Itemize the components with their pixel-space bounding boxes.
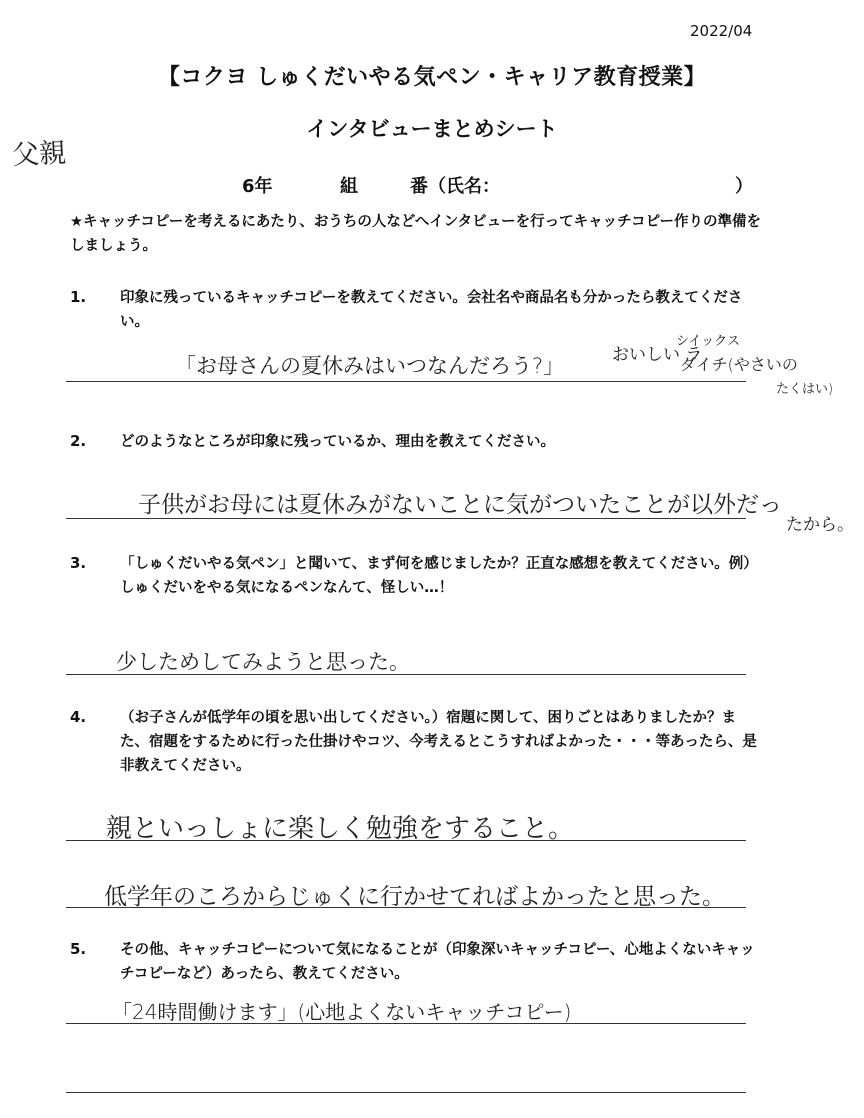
answer-4-line-1: 親といっしょに楽しく勉強をすること。: [106, 814, 575, 844]
intro-text: ★キャッチコピーを考えるにあたり、おうちの人などへインタビューを行ってキャッチコピー作りの準備をしましょう。: [70, 214, 762, 254]
date: 2022/04: [690, 22, 753, 40]
page-subtitle: インタビューまとめシート: [306, 117, 558, 141]
answer-1-brand-d: たくはい): [776, 382, 834, 397]
question-1-text: 印象に残っているキャッチコピーを教えてください。会社名や商品名も分かったら教えてください。: [120, 290, 743, 330]
answer-2-line-2: たから。: [786, 515, 854, 535]
answer-line-5b: [66, 1092, 746, 1093]
question-4-text: （お子さんが低学年の頃を思い出してください。）宿題に関して、困りごとはありましたか？また、宿題をするために行った仕掛けやコツ、今考えるとこうすればよかった・・・等あったら、是非教えてください。: [120, 710, 757, 774]
question-5-text: その他、キャッチコピーについて気になることが（印象深いキャッチコピー、心地よくないキャッチコピーなど）あったら、教えてください。: [120, 942, 755, 982]
question-4-number: 4.: [70, 708, 87, 726]
answer-line-4b: [66, 907, 746, 908]
question-3-text: 「しゅくだいやる気ペン」と聞いて、まず何を感じましたか？正直な感想を教えてください。例）しゅくだいをやる気になるペンなんて、怪しい…！: [120, 556, 758, 596]
answer-line-1: [66, 381, 746, 382]
answer-1-brand-a: おいしい ラ: [612, 345, 703, 365]
handwritten-father-note: 父親: [11, 137, 67, 172]
answer-line-3: [66, 674, 746, 675]
number-name-label: 番（氏名：: [410, 176, 500, 197]
answer-line-4a: [66, 840, 746, 841]
grade-label: 6年: [242, 176, 273, 197]
answer-3-line-1: 少しためしてみようと思った。: [116, 650, 410, 674]
name-close-paren: ）: [735, 176, 753, 197]
question-3-number: 3.: [70, 554, 87, 572]
question-2-text: どのようなところが印象に残っているか、理由を教えてください。: [120, 434, 555, 450]
answer-5-line-1: 「24時間働けます」(心地よくないキャッチコピー): [112, 1000, 572, 1024]
answer-4-line-2: 低学年のころからじゅくに行かせてればよかったと思った。: [104, 884, 725, 910]
answer-2-line-1: 子供がお母には夏休みがないことに気がついたことが以外だっ: [138, 492, 782, 518]
answer-1-brand-c: ダイチ(やさいの: [680, 355, 798, 374]
answer-line-2: [66, 518, 746, 519]
answer-1-brand-b: シイックス: [676, 334, 740, 349]
page-title: 【コクヨ しゅくだいやる気ペン・キャリア教育授業】: [157, 65, 707, 90]
question-5-number: 5.: [70, 940, 87, 958]
answer-1-line-1: 「お母さんの夏休みはいつなんだろう?」: [175, 354, 565, 378]
class-label: 組: [340, 176, 358, 197]
answer-line-5a: [66, 1023, 746, 1024]
question-2-number: 2.: [70, 432, 87, 450]
question-1-number: 1.: [70, 288, 87, 306]
